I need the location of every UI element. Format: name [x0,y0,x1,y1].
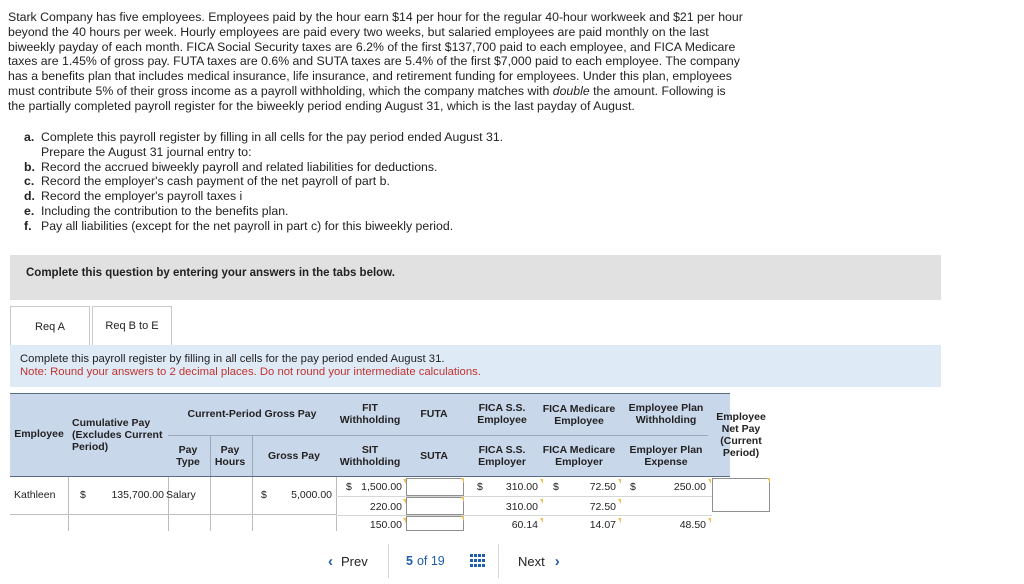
problem-line: beyond the 40 hours per week. Hourly employees are paid every two weeks, but salaried employees are paid monthly on the last [8,24,709,39]
col-fica-ss-employee-header: FICA S.S. Employee [477,402,527,426]
col-fica-medicare-employee-header: FICA Medicare Employee [542,403,616,427]
question-text: Complete this payroll register by filling in all cells for the pay period ended August 31. [20,353,445,365]
suta-input[interactable] [406,497,464,515]
problem-line: must contribute 5% of their gross income as a payroll withholding, which the company matches with double the amount. Following is [8,83,726,98]
task-item: c. Record the employer's cash payment of the net payroll of part b. [24,174,390,189]
currency-symbol: $ [261,489,267,501]
employee-name: Kathleen [14,489,56,501]
task-item: a. Complete this payroll register by filling in all cells for the pay period ended August 31. [24,130,504,144]
col-current-period-header: Current-Period Gross Pay [187,408,317,420]
task-item: f. Pay all liabilities (except for the net payroll in part c) for this biweekly period. [24,218,454,233]
col-employee-header: Employee [14,428,64,440]
plan-third-value: 48.50 [679,519,706,531]
problem-line: has a benefits plan that includes medical insurance, life insurance, and retirement funding for employees. Under this plan, employees [8,69,732,84]
problem-line: biweekly payday of each month. FICA Social Security taxes are 6.2% of the first $137,700 paid to each employee, and FICA Medicare [8,39,736,54]
problem-statement [8,10,798,114]
employee-plan-withholding-value: 250.00 [673,481,706,493]
currency-symbol: $ [477,481,483,493]
col-pay-hours-header: Pay Hours [214,444,246,468]
fica-medicare-employer-value: 72.50 [589,501,616,513]
currency-symbol: $ [553,481,559,493]
col-futa-header: FUTA [420,408,448,420]
col-suta-header: SUTA [420,450,448,462]
tab-req-b-to-e[interactable]: Req B to E [92,306,172,346]
current-page: 5 [406,554,413,568]
third-line-input[interactable] [406,516,464,531]
fit-withholding-value: 1,500.00 [361,481,402,493]
currency-symbol: $ [80,489,86,501]
fica-ss-third-value: 60.14 [511,519,538,531]
task-list [24,130,503,234]
cumulative-pay-value: 135,700.00 [111,489,164,501]
instruction-banner: Complete this question by entering your answers in the tabs below. [10,255,941,300]
currency-symbol: $ [346,481,352,493]
fica-medicare-employee-value: 72.50 [589,481,616,493]
problem-line: the partially completed payroll register for the biweekly period ending August 31, which is the last payday of August. [8,98,635,113]
col-sit-header: SIT Withholding [339,444,401,468]
next-button[interactable] [518,544,560,578]
col-cumulative-header: Cumulative Pay (Excludes Current Period) [72,417,163,453]
col-gross-pay-header: Gross Pay [268,450,320,462]
chevron-right-icon: › [554,552,560,570]
net-pay-input[interactable] [712,478,770,512]
sit-withholding-value: 220.00 [369,501,402,513]
col-fica-medicare-employer-header: FICA Medicare Employer [542,444,616,468]
fica-ss-employee-value: 310.00 [505,481,538,493]
task-item: b. Record the accrued biweekly payroll and related liabilities for deductions. [24,159,438,174]
fica-ss-employer-value: 310.00 [505,501,538,513]
problem-line: taxes are 1.45% of gross pay. FUTA taxes are 0.6% and SUTA taxes are 5.4% of the first $7,000 paid to each employee. The company [8,54,740,69]
col-net-pay-header: Employee Net Pay (Current Period) [716,411,766,459]
next-label: Next [518,553,545,569]
page-indicator [406,544,445,578]
col-pay-type-header: Pay Type [176,444,200,468]
question-note: Note: Round your answers to 2 decimal places. Do not round your intermediate calculations. [20,366,481,378]
task-item: d. Record the employer's payroll taxes i [24,189,243,204]
task-item: e. Including the contribution to the benefits plan. [24,203,289,218]
grid-view-icon[interactable] [470,554,484,568]
task-item: Prepare the August 31 journal entry to: [41,144,252,159]
tab-bar [10,306,172,346]
tab-req-a[interactable]: Req A [10,306,90,346]
fica-medicare-third-value: 14.07 [589,519,616,531]
col-employee-plan-withholding-header: Employee Plan Withholding [628,402,704,426]
gross-pay-value: 5,000.00 [291,489,332,501]
col-fit-header: FIT Withholding [339,402,401,426]
currency-symbol: $ [630,481,636,493]
question-banner [10,345,941,387]
pay-type-value: Salary [166,489,196,501]
problem-line: Stark Company has five employees. Employees paid by the hour earn $14 per hour for the regular 40-hour workweek and $21 per hour [8,10,743,24]
pagination-nav [318,544,584,578]
prev-button[interactable] [328,544,368,578]
chevron-left-icon: ‹ [328,552,333,570]
futa-input[interactable] [406,478,464,496]
withholding-third-value: 150.00 [369,519,402,531]
col-fica-ss-employer-header: FICA S.S. Employer [478,444,526,468]
prev-label: Prev [341,553,368,569]
page-total: of 19 [416,554,445,568]
col-employer-plan-expense-header: Employer Plan Expense [629,444,703,468]
